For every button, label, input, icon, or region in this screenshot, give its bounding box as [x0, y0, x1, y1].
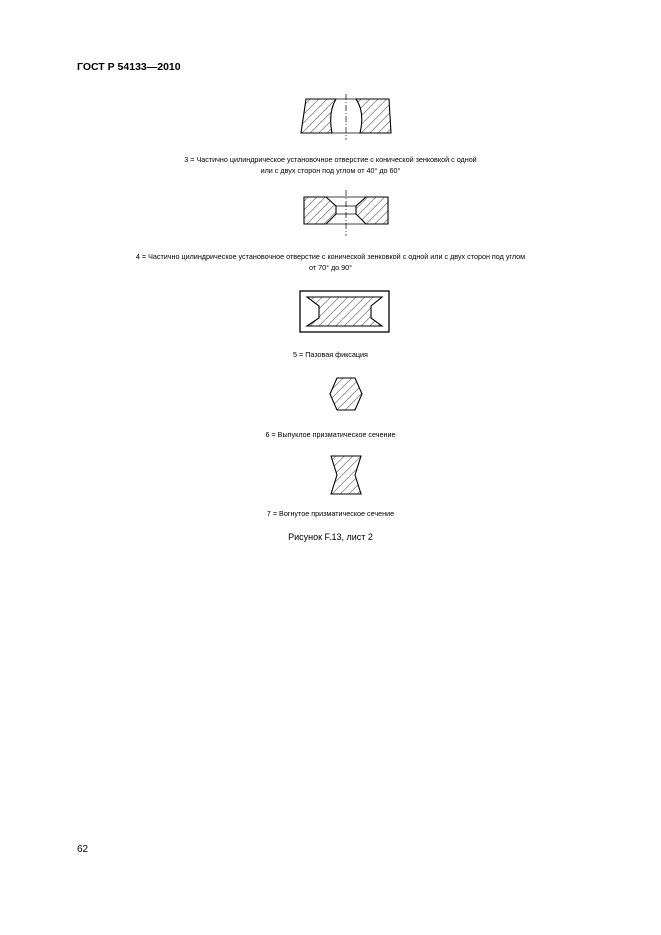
document-header: ГОСТ Р 54133—2010 — [77, 61, 181, 73]
figure-6-drawing — [328, 376, 364, 412]
figure-7-caption: 7 = Вогнутое призматическое сечение — [266, 509, 395, 518]
figure-4-drawing — [298, 190, 394, 236]
figure-3-left-section — [301, 99, 336, 133]
figure-4-right-section — [356, 197, 388, 224]
figure-7-drawing — [329, 454, 363, 498]
figure-6-section — [330, 378, 362, 410]
figure-6-caption: 6 = Выпуклое призматическое сечение — [265, 430, 396, 439]
figure-title: Рисунок F.13, лист 2 — [288, 532, 373, 542]
figure-5-drawing — [297, 288, 393, 336]
figure-5-caption: 5 = Пазовая фиксация — [293, 350, 368, 359]
figure-4-caption-line2: от 70° до 90° — [308, 263, 353, 272]
figure-3-caption-line1: 3 = Частично цилиндрическое установочное отверстие с конической зенковкой с одной — [184, 155, 477, 164]
figure-3-right-section — [356, 99, 391, 133]
figure-4-caption-line1: 4 = Частично цилиндрическое установочное отверстие с конической зенковкой с одной или с двух сторон под углом — [135, 252, 526, 261]
figure-5-section — [307, 297, 382, 326]
figure-3-drawing — [298, 94, 394, 140]
figure-7-section — [331, 456, 361, 494]
figure-4-left-section — [304, 197, 336, 224]
page-number: 62 — [77, 844, 89, 855]
figure-3-caption-line2: или с двух сторон под углом от 40° до 60° — [260, 166, 401, 175]
